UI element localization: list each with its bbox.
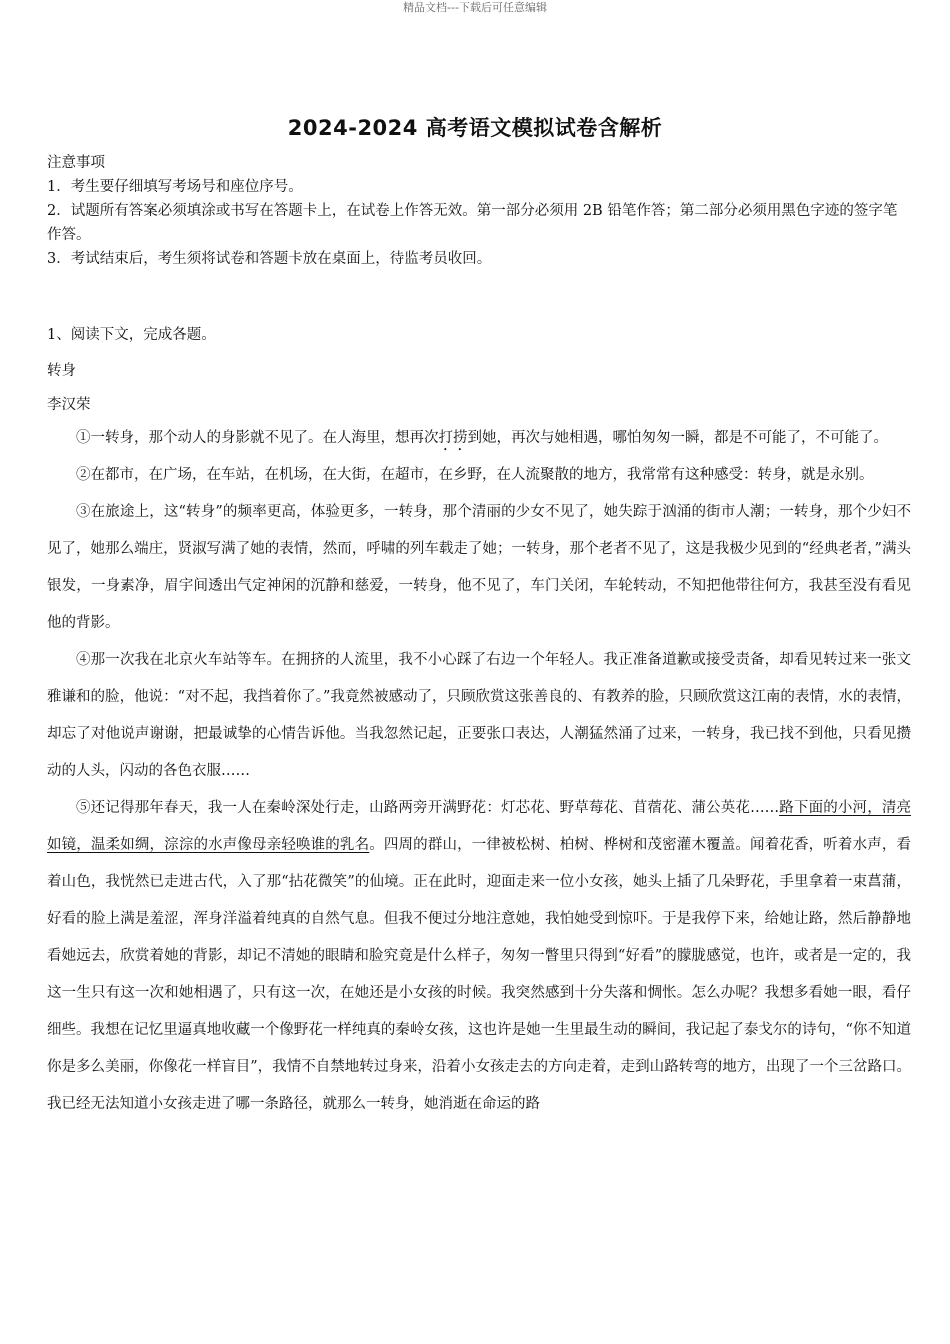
emphasized-word: 打捞 bbox=[438, 430, 468, 446]
paragraph-1-text-a: ①一转身，那个动人的身影就不见了。在人海里，想再次 bbox=[76, 430, 439, 446]
underlined-sentence: 路下面的小河，清亮如镜，温柔如绸，淙淙的水声像母亲轻唤谁的乳名 bbox=[47, 800, 911, 853]
paragraph-5-text-a: ⑤还记得那年春天，我一人在秦岭深处行走，山路两旁开满野花：灯芯花、野草莓花、苜蓿花、蒲公英花…… bbox=[76, 800, 780, 816]
essay-title: 转身 bbox=[47, 363, 76, 379]
paragraph-4: ④那一次我在北京火车站等车。在拥挤的人流里，我不小心踩了右边一个年轻人。我正准备道歉或接受责备，却看见转过来一张文雅谦和的脸，他说：“对不起，我挡着你了。”我竟然被感动了，只顾欣赏这张善良的、有教养的脸，只顾欣赏这江南的表情，水的表情，却忘了对他说声谢谢，把最诚挚的心情告诉他。当我忽然记起，正要张口表达，人潮猛然涌了过来，一转身，我已找不到他，只看见攒动的人头，闪动的各色衣服…… bbox=[47, 652, 911, 779]
notice-item: 3．考试结束后，考生须将试卷和答题卡放在桌面上，待监考员收回。 bbox=[47, 251, 492, 267]
paragraph-1 bbox=[47, 420, 911, 457]
question-prompt: 1、阅读下文，完成各题。 bbox=[47, 327, 216, 343]
notice-item: 1．考生要仔细填写考场号和座位序号。 bbox=[47, 179, 303, 195]
essay-author: 李汉荣 bbox=[47, 397, 91, 413]
essay-body bbox=[47, 420, 911, 1123]
paragraph-2: ②在都市，在广场，在车站，在机场，在大街，在超市，在乡野，在人流聚散的地方，我常常有这种感受：转身，就是永别。 bbox=[76, 467, 874, 483]
paragraph-1-text-b: 到她，再次与她相遇，哪怕匆匆一瞬，都是不可能了，不可能了。 bbox=[467, 430, 888, 446]
notice-heading: 注意事项 bbox=[47, 155, 105, 171]
page-title: 2024-2024 高考语文模拟试卷含解析 bbox=[287, 116, 663, 140]
notice-section bbox=[47, 151, 907, 271]
paragraph-5 bbox=[47, 790, 911, 1123]
paragraph-3: ③在旅途上，这“转身”的频率更高，体验更多，一转身，那个清丽的少女不见了，她失踪于汹涌的街市人潮；一转身，那个少妇不见了，她那么端庄，贤淑写满了她的表情，然而，呼啸的列车载走了她；一转身，那个老者不见了，这是我极少见到的“经典老者，”满头银发，一身素净，眉宇间透出气定神闲的沉静和慈爱，一转身，他不见了，车门关闭，车轮转动，不知把他带往何方，我甚至没有看见他的背影。 bbox=[47, 504, 911, 631]
paragraph-5-text-b: 。四周的群山，一律被松树、柏树、桦树和茂密灌木覆盖。闻着花香，听着水声，看着山色，我恍然已走进古代，入了那“拈花微笑”的仙境。正在此时，迎面走来一位小女孩，她头上插了几朵野花，手里拿着一束菖蒲，好看的脸上满是羞涩，浑身洋溢着纯真的自然气息。但我不便过分地注意她，我怕她受到惊吓。于是我停下来，给她让路，然后静静地看她远去，欣赏着她的背影，却记不清她的眼睛和脸究竟是什么样子，匆匆一瞥里只得到“好看”的朦胧感觉，也许，或者是一定的，我这一生只有这一次和她相遇了，只有这一次，在她还是小女孩的时候。我突然感到十分失落和惆怅。怎么办呢？我想多看她一眼，看仔细些。我想在记忆里逼真地收藏一个像野花一样纯真的秦岭女孩，这也许是她一生里最生动的瞬间，我记起了泰戈尔的诗句，“你不知道你是多么美丽，你像花一样盲目”，我情不自禁地转过身来，沿着小女孩走去的方向走着，走到山路转弯的地方，出现了一个三岔路口。我已经无法知道小女孩走进了哪一条路径，就那么一转身，她消逝在命运的路 bbox=[47, 837, 912, 1112]
notice-item: 2．试题所有答案必须填涂或书写在答题卡上，在试卷上作答无效。第一部分必须用 2B 铅笔作答；第二部分必须用黑色字迹的签字笔作答。 bbox=[47, 203, 898, 243]
header-watermark: 精品文档---下载后可任意编辑 bbox=[403, 1, 547, 14]
